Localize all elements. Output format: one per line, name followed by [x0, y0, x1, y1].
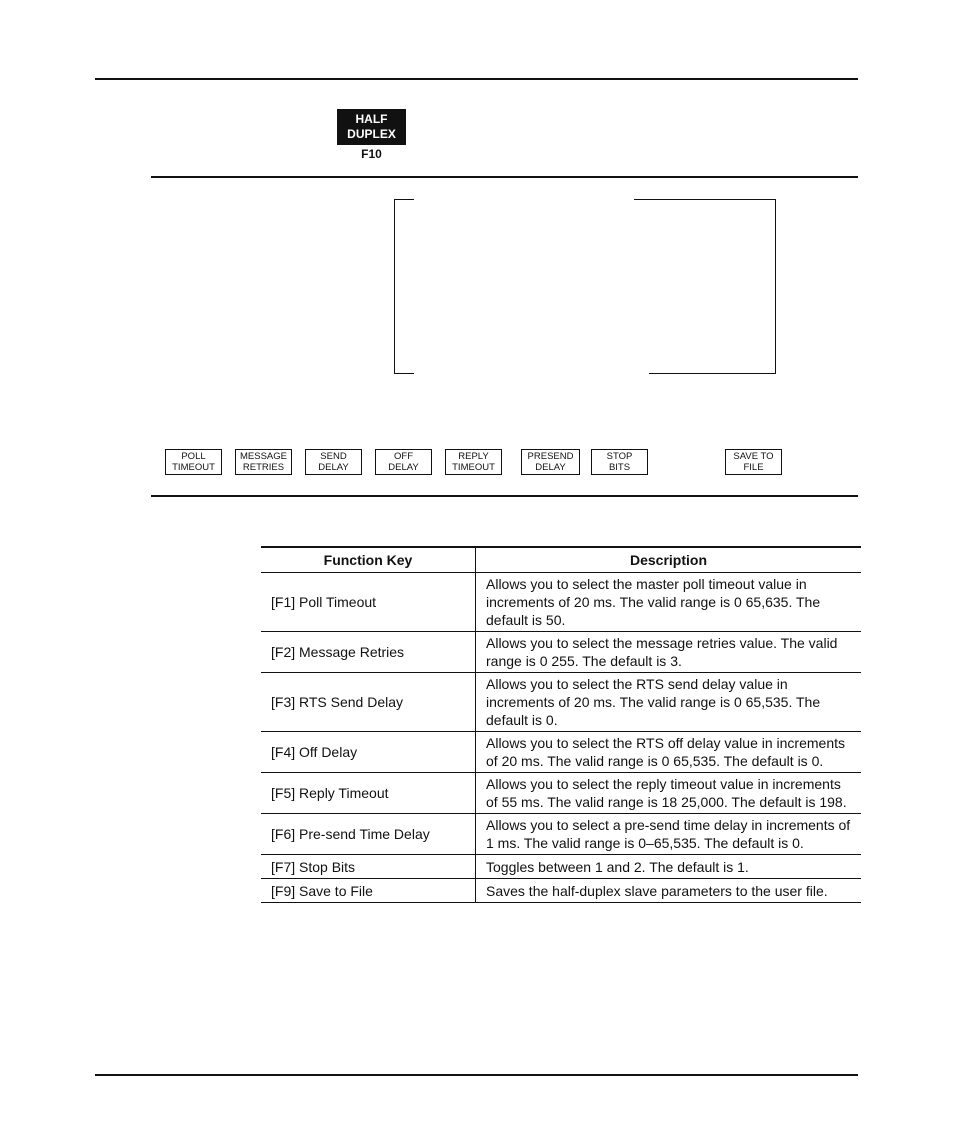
screen-frame-gap-bottom: [414, 371, 649, 376]
table-row: [261, 855, 861, 879]
half-duplex-key-face[interactable]: [337, 109, 406, 145]
softkey-message-retries[interactable]: [235, 449, 292, 475]
column-header-function-key: Function Key: [261, 547, 476, 573]
softkey-label: DELAY: [318, 462, 349, 473]
table-row: [261, 673, 861, 732]
function-key-cell: [F6] Pre-send Time Delay: [261, 814, 476, 855]
softkey-off-delay[interactable]: [375, 449, 432, 475]
half-duplex-key-caption: F10: [361, 147, 382, 161]
softkey-label: TIMEOUT: [172, 462, 215, 473]
description-cell: Allows you to select the master poll timeout value in increments of 20 ms. The valid range is 0 65,635. The default is 50.: [476, 573, 862, 632]
half-duplex-key[interactable]: [337, 109, 406, 161]
softkey-label: PRESEND: [527, 451, 574, 462]
softkey-label: RETRIES: [242, 462, 285, 473]
table-row: [261, 732, 861, 773]
screen-frame-gap-top: [414, 197, 634, 202]
softkey-label: SEND: [320, 451, 347, 462]
softkey-label: MESSAGE: [240, 451, 287, 462]
softkey-label: REPLY: [458, 451, 489, 462]
table-row: [261, 573, 861, 632]
softkey-label: DELAY: [388, 462, 419, 473]
function-key-cell: [F1] Poll Timeout: [261, 573, 476, 632]
table-row: [261, 814, 861, 855]
softkey-send-delay[interactable]: [305, 449, 362, 475]
function-key-cell: [F5] Reply Timeout: [261, 773, 476, 814]
column-header-description: Description: [476, 547, 862, 573]
softkey-label: STOP: [606, 451, 633, 462]
description-cell: Toggles between 1 and 2. The default is 1.: [476, 855, 862, 879]
bottom-rule: [95, 1074, 858, 1076]
description-cell: Allows you to select the reply timeout value in increments of 55 ms. The valid range is 18 25,000. The default is 198.: [476, 773, 862, 814]
description-cell: Allows you to select a pre-send time delay in increments of 1 ms. The valid range is 0–65,535. The default is 0.: [476, 814, 862, 855]
function-key-cell: [F3] RTS Send Delay: [261, 673, 476, 732]
table-row: [261, 879, 861, 903]
softkey-label: SAVE TO: [733, 451, 774, 462]
screen-display-frame: [394, 199, 776, 374]
section-rule-upper: [151, 176, 858, 178]
description-cell: Saves the half-duplex slave parameters to the user file.: [476, 879, 862, 903]
function-key-table: [261, 546, 861, 903]
softkey-poll-timeout[interactable]: [165, 449, 222, 475]
description-cell: Allows you to select the RTS send delay value in increments of 20 ms. The valid range is 0 65,535. The default is 0.: [476, 673, 862, 732]
top-rule: [95, 78, 858, 80]
table-row: [261, 773, 861, 814]
description-cell: Allows you to select the RTS off delay value in increments of 20 ms. The valid range is 0 65,535. The default is 0.: [476, 732, 862, 773]
softkey-label: DELAY: [535, 462, 566, 473]
table-header-row: [261, 547, 861, 573]
softkey-label: BITS: [608, 462, 631, 473]
half-duplex-key-line1: HALF: [355, 112, 388, 126]
section-rule-lower: [151, 495, 858, 497]
softkey-reply-timeout[interactable]: [445, 449, 502, 475]
function-key-cell: [F7] Stop Bits: [261, 855, 476, 879]
description-cell: Allows you to select the message retries value. The valid range is 0 255. The default is 3.: [476, 632, 862, 673]
softkey-label: TIMEOUT: [452, 462, 495, 473]
softkey-presend-delay[interactable]: [521, 449, 580, 475]
function-key-cell: [F9] Save to File: [261, 879, 476, 903]
softkey-label: OFF: [394, 451, 413, 462]
softkey-stop-bits[interactable]: [591, 449, 648, 475]
softkey-save-to-file[interactable]: [725, 449, 782, 475]
function-key-cell: [F4] Off Delay: [261, 732, 476, 773]
table-row: [261, 632, 861, 673]
function-key-cell: [F2] Message Retries: [261, 632, 476, 673]
softkey-label: POLL: [181, 451, 206, 462]
half-duplex-key-line2: DUPLEX: [347, 127, 396, 141]
softkey-label: FILE: [743, 462, 764, 473]
